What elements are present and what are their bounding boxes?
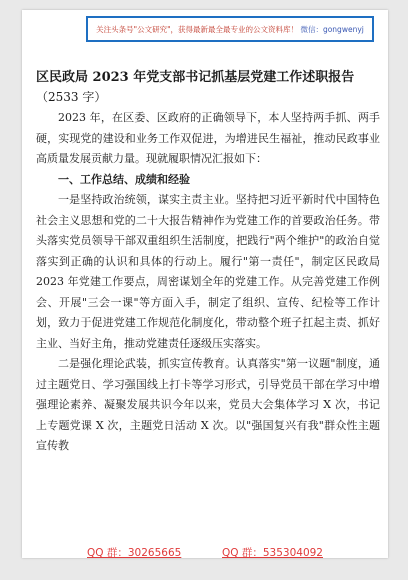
qq-group-2: QQ 群：535304092 bbox=[222, 547, 323, 558]
document-title: 区民政局 2023 年党支部书记抓基层党建工作述职报告 bbox=[36, 70, 355, 85]
footer-contacts bbox=[22, 545, 388, 558]
body-paragraph-2: 二是强化理论武装，抓实宣传教育。认真落实"第一议题"制度，通过主题党日、学习强国线上打卡等学习形式，引导党员干部在学习中增强理论素养、凝聚发展共识今年以来，党员大会集体学习 X 次，书记上专题党课 X 次，主题党日活动 X 次。以"强国复兴有我"群众性主题宣传教 bbox=[36, 357, 380, 452]
body-paragraph-1: 一是坚持政治统领，谋实主责主业。坚持把习近平新时代中国特色社会主义思想和党的二十大报告精神作为党建工作的首要政治任务。带头落实党员领导干部双重组织生活制度，把践行"两个维护"的政治自觉落实到正确的认识和具体的行动上。履行"第一责任"，制定区民政局 2023 年党建工作要点，周密谋划全年的党建工作。从完善党建工作例会、开展"三会一课"等方面入手，制定了组织、宣传、纪检等工作计划，致力于促进党建工作规范化制度化，带动整个班子扛起主责、抓好主业、当好主角，推动党建责任逐级压实落实。 bbox=[36, 193, 380, 350]
word-count: （2533 字） bbox=[36, 90, 107, 104]
document-page bbox=[22, 10, 388, 558]
promo-banner-text: 关注头条号"公文研究"，获得最新最全最专业的公文资料库！ bbox=[96, 25, 299, 34]
intro-paragraph: 2023 年，在区委、区政府的正确领导下，本人坚持两手抓、两手硬，实现党的建设和业务工作双促进，为增进民生福祉，推动民政事业高质量发展贡献力量。现就履职情况汇报如下： bbox=[36, 111, 380, 165]
document-body bbox=[36, 108, 380, 457]
promo-banner-wechat: 微信：gongwenyj bbox=[300, 25, 364, 34]
qq-group-1: QQ 群：30265665 bbox=[87, 547, 182, 558]
section-heading: 一、工作总结、成绩和经验 bbox=[58, 172, 190, 186]
promo-banner bbox=[86, 16, 374, 42]
